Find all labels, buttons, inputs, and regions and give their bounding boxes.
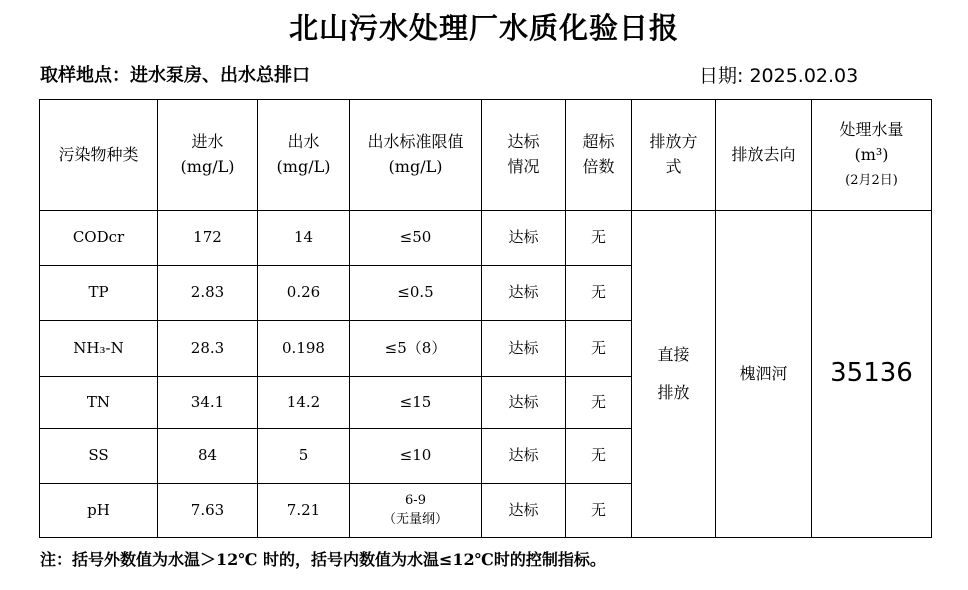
status-cell: 达标 bbox=[482, 321, 566, 377]
limit-cell: ≤50 bbox=[350, 211, 482, 266]
status-cell: 达标 bbox=[482, 211, 566, 266]
pollutant-cell: CODcr bbox=[40, 211, 158, 266]
pollutant-cell: SS bbox=[40, 429, 158, 484]
pollutant-cell: NH₃-N bbox=[40, 321, 158, 377]
header-method: 排放方 式 bbox=[632, 100, 716, 211]
header-limit: 出水标准限值 (mg/L) bbox=[350, 100, 482, 211]
outflow-cell: 14.2 bbox=[258, 377, 350, 429]
exceed-cell: 无 bbox=[566, 211, 632, 266]
outflow-cell: 5 bbox=[258, 429, 350, 484]
outflow-cell: 0.26 bbox=[258, 266, 350, 321]
status-cell: 达标 bbox=[482, 429, 566, 484]
inflow-cell: 172 bbox=[158, 211, 258, 266]
status-cell: 达标 bbox=[482, 484, 566, 538]
status-cell: 达标 bbox=[482, 377, 566, 429]
inflow-cell: 7.63 bbox=[158, 484, 258, 538]
limit-cell: 6-9 （无量纲） bbox=[350, 484, 482, 538]
inflow-cell: 2.83 bbox=[158, 266, 258, 321]
status-cell: 达标 bbox=[482, 266, 566, 321]
report-date: 日期: 2025.02.03 bbox=[699, 65, 859, 87]
pollutant-cell: TN bbox=[40, 377, 158, 429]
inflow-cell: 28.3 bbox=[158, 321, 258, 377]
outflow-cell: 0.198 bbox=[258, 321, 350, 377]
report-title: 北山污水处理厂水质化验日报 bbox=[288, 11, 679, 45]
header-outflow: 出水 (mg/L) bbox=[258, 100, 350, 211]
limit-cell: ≤10 bbox=[350, 429, 482, 484]
pollutant-cell: TP bbox=[40, 266, 158, 321]
limit-cell: ≤0.5 bbox=[350, 266, 482, 321]
header-status: 达标 情况 bbox=[482, 100, 566, 211]
discharge-destination: 槐泗河 bbox=[716, 211, 812, 538]
footnote: 注：括号外数值为水温＞12℃ 时的，括号内数值为水温≤12℃时的控制指标。 bbox=[40, 550, 606, 569]
inflow-cell: 84 bbox=[158, 429, 258, 484]
outflow-cell: 7.21 bbox=[258, 484, 350, 538]
limit-cell: ≤15 bbox=[350, 377, 482, 429]
header-inflow: 进水 (mg/L) bbox=[158, 100, 258, 211]
exceed-cell: 无 bbox=[566, 321, 632, 377]
header-row bbox=[40, 100, 932, 211]
discharge-method: 直接 排放 bbox=[632, 211, 716, 538]
exceed-cell: 无 bbox=[566, 377, 632, 429]
header-pollutant: 污染物种类 bbox=[40, 100, 158, 211]
water-quality-table bbox=[39, 99, 932, 538]
header-destination: 排放去向 bbox=[716, 100, 812, 211]
exceed-cell: 无 bbox=[566, 266, 632, 321]
header-exceed: 超标 倍数 bbox=[566, 100, 632, 211]
inflow-cell: 34.1 bbox=[158, 377, 258, 429]
limit-cell: ≤5（8） bbox=[350, 321, 482, 377]
exceed-cell: 无 bbox=[566, 429, 632, 484]
exceed-cell: 无 bbox=[566, 484, 632, 538]
treated-volume: 35136 bbox=[812, 211, 932, 538]
pollutant-cell: pH bbox=[40, 484, 158, 538]
sampling-location: 取样地点：进水泵房、出水总排口 bbox=[40, 65, 310, 86]
table-row bbox=[40, 211, 932, 266]
outflow-cell: 14 bbox=[258, 211, 350, 266]
header-volume: 处理水量 (m³) (2月2日) bbox=[812, 100, 932, 211]
